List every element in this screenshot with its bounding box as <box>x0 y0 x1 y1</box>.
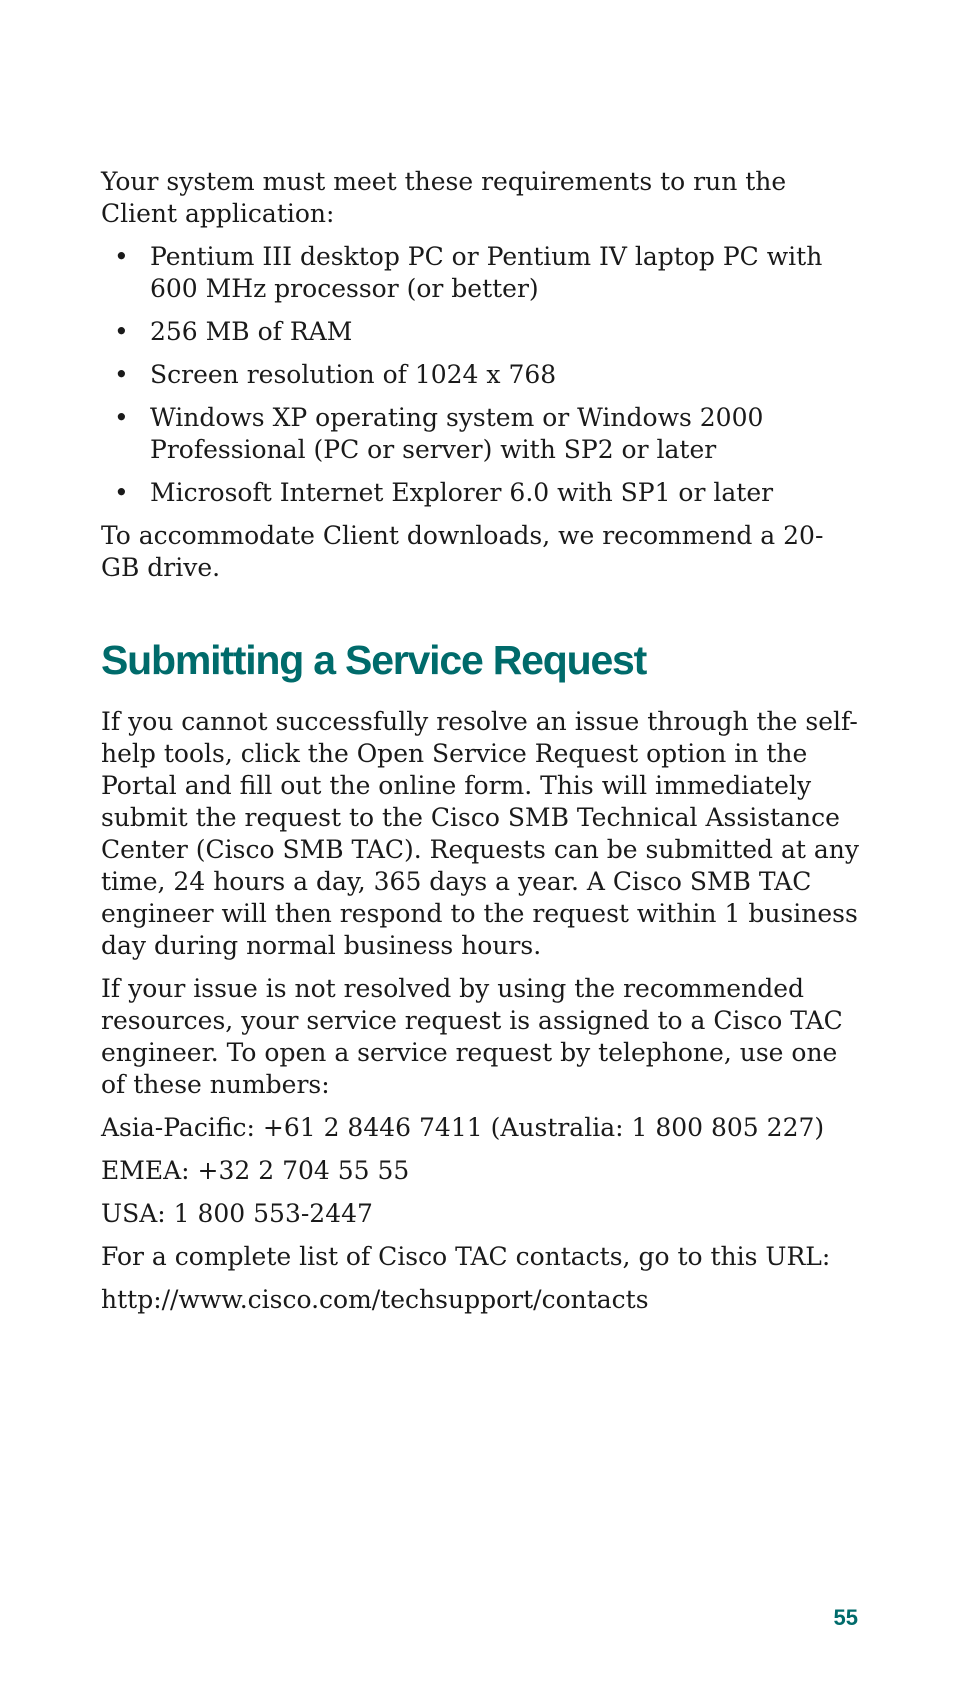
page-number: 55 <box>833 1605 858 1630</box>
requirements-intro: Your system must meet these requirements to run the Client application: <box>101 167 787 228</box>
telephone-paragraph: If your issue is not resolved by using the recommended resources, your service request is assigned to a Cisco TAC engineer. To open a service request by telephone, use one of these numbers: <box>101 974 843 1099</box>
contacts-intro: For a complete list of Cisco TAC contacts, go to this URL: <box>101 1242 831 1271</box>
requirement-text: 256 MB of RAM <box>150 317 353 346</box>
service-request-paragraph: If you cannot successfully resolve an issue through the self-help tools, click the Open Service Request option in the Portal and fill out the online form. This will immediately submit the request to the Cisco SMB Technical Assistance Center (Cisco SMB TAC). Requests can be submitted at any time, 24 hours a day, 365 days a year. A Cisco SMB TAC engineer will then respond to the request within 1 business day during normal business hours. <box>101 707 860 960</box>
bullet-icon: • <box>114 242 129 271</box>
phone-asia-pacific: Asia-Pacific: +61 2 8446 7411 (Australia: 1 800 805 227) <box>101 1113 825 1142</box>
phone-usa: USA: 1 800 553-2447 <box>101 1199 373 1228</box>
drive-recommendation: To accommodate Client downloads, we recommend a 20-GB drive. <box>101 521 824 582</box>
phone-emea: EMEA: +32 2 704 55 55 <box>101 1156 410 1185</box>
bullet-icon: • <box>114 403 129 432</box>
contacts-url: http://www.cisco.com/techsupport/contacts <box>101 1285 649 1314</box>
requirement-text: Windows XP operating system or Windows 2000 Professional (PC or server) with SP2 or later <box>150 403 764 464</box>
section-heading: Submitting a Service Request <box>101 637 647 683</box>
bullet-icon: • <box>114 478 129 507</box>
list-item <box>101 241 861 305</box>
list-item <box>101 402 861 466</box>
requirement-text: Screen resolution of 1024 x 768 <box>150 360 557 389</box>
page-content <box>101 166 861 1327</box>
list-item <box>101 359 861 391</box>
bullet-icon: • <box>114 360 129 389</box>
requirements-list <box>101 241 861 509</box>
requirement-text: Pentium III desktop PC or Pentium IV laptop PC with 600 MHz processor (or better) <box>150 242 823 303</box>
list-item <box>101 477 861 509</box>
bullet-icon: • <box>114 317 129 346</box>
list-item <box>101 316 861 348</box>
requirement-text: Microsoft Internet Explorer 6.0 with SP1 or later <box>150 478 774 507</box>
